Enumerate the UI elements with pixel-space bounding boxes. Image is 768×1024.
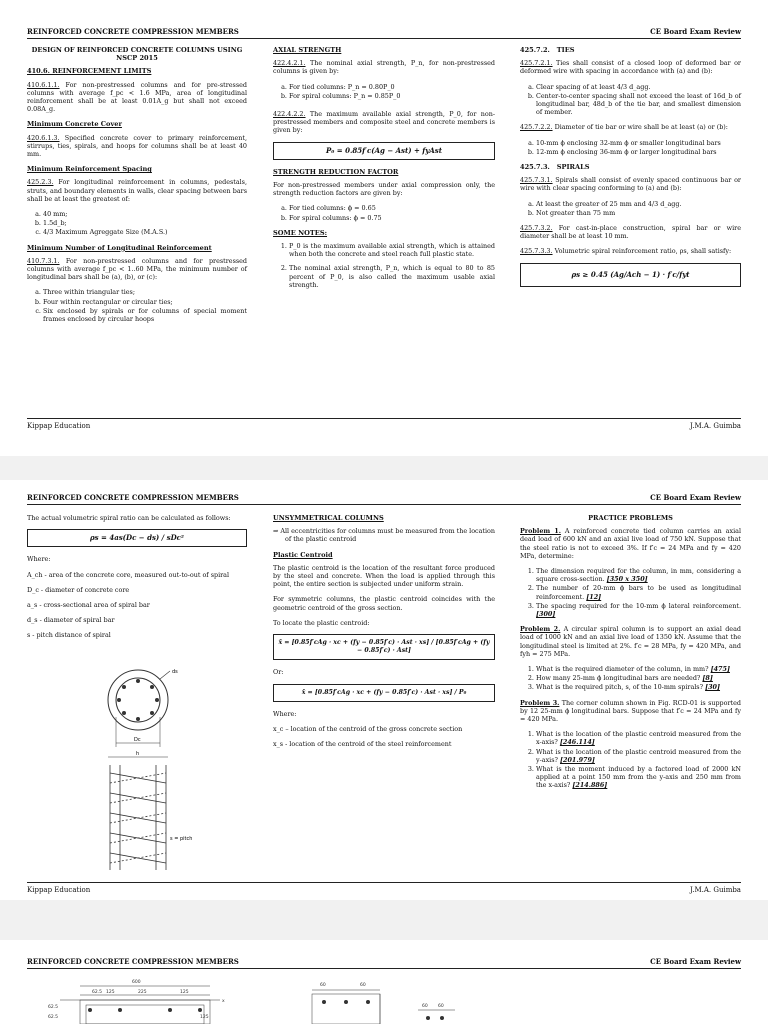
footer-left: Kippap Education xyxy=(27,422,91,430)
problem-text: A reinforced concrete tied column carries an axial dead load of 600 kN and an axial live load of 750 kN. Suppose that the steel ratio is not to exceed 3%. If f′c = 24 MPa and fy = 420 MPa, determine: xyxy=(520,527,741,560)
page1-column-1 xyxy=(27,46,247,330)
dim-label: 600 xyxy=(132,980,141,985)
clause-text: For longitudinal reinforcement in columns, pedestals, struts, and boundary elements in walls, clear spacing between bars shall be at least the greatest of: xyxy=(27,178,247,203)
header-subtitle: CE Board Exam Review xyxy=(650,493,741,502)
question: What is the required diameter of the column, in mm? xyxy=(536,665,709,674)
list xyxy=(520,139,741,156)
page2-column-1 xyxy=(27,514,247,647)
list-item xyxy=(536,567,741,583)
answer: [201.979] xyxy=(559,755,595,764)
answer: [8] xyxy=(702,674,713,683)
problem-text: A circular spiral column is to support an axial dead load of 1000 kN and an axial live load of 1350 kN. Assume that the longitudinal steel is limited at 2%. f′c = 28 MPa, fy = 420 MPa, and fyh = 275 MPa. xyxy=(520,625,741,658)
clause-ref: 422.4.2.1. xyxy=(273,59,306,68)
definition: A_ch - area of the concrete core, measured out-to-out of spiral xyxy=(27,570,230,579)
clause-text: Volumetric spiral reinforcement ratio, ρs, shall satisfy: xyxy=(554,247,732,256)
problem-label: Problem 3. xyxy=(520,698,560,707)
list xyxy=(520,730,741,789)
question: The spacing required for the 10-mm ϕ lateral reinforcement. xyxy=(536,601,741,610)
paragraph: To locate the plastic centroid: xyxy=(273,618,370,627)
clause-text: Diameter of tie bar or wire shall be at least (a) or (b): xyxy=(554,123,728,132)
list-item: a. 10-mm ϕ enclosing 32-mm ϕ or smaller longitudinal bars xyxy=(536,139,741,147)
ds-label: ds xyxy=(172,669,178,675)
dim-label: 125 xyxy=(106,990,115,995)
list-item xyxy=(536,748,741,764)
dim-label: 125 xyxy=(200,1015,209,1020)
paragraph xyxy=(273,59,495,75)
clause-text: Ties shall consist of a closed loop of deformed bar or deformed wire with spacing in accordance with (a) and (b): xyxy=(520,59,741,76)
clause-ref: 425.7.3.2. xyxy=(520,224,553,233)
question: What is the location of the plastic centroid measured from the y-axis? xyxy=(536,747,741,764)
paragraph xyxy=(273,110,495,135)
definition: s - pitch distance of spiral xyxy=(27,631,111,640)
list xyxy=(273,204,495,221)
pitch-label: s = pitch xyxy=(170,836,193,842)
list-item xyxy=(536,683,741,691)
paragraph: ⇒ All eccentricities for columns must be measured from the location of the plastic centroid xyxy=(273,527,496,544)
page-header xyxy=(27,956,741,969)
header-subtitle: CE Board Exam Review xyxy=(650,957,741,966)
header-title: REINFORCED CONCRETE COMPRESSION MEMBERS xyxy=(27,957,239,966)
problem-label: Problem 1. xyxy=(520,527,561,536)
clause-text: For non-prestressed columns and for pre-stressed columns with average f_pc < 1.6 MPa, area of longitudinal reinforcement shall be at least 0.01A_g but shall not exceed 0.08A_g. xyxy=(27,80,247,114)
list xyxy=(520,200,741,217)
list-item: b. 1.5d_b; xyxy=(43,219,247,227)
section-heading: PRACTICE PROBLEMS xyxy=(588,514,673,522)
formula-box: ρs = 4as(Dc − ds) / sDc² xyxy=(27,529,247,547)
section-heading: SOME NOTES: xyxy=(273,228,328,237)
definition: d_s - diameter of spiral bar xyxy=(27,616,115,625)
footer-right: J.M.A. Guimba xyxy=(689,422,741,430)
answer: [246.114] xyxy=(559,738,595,747)
answer: [12] xyxy=(586,592,602,601)
answer: [30] xyxy=(705,683,721,692)
clause-text: Specified concrete cover to primary reinforcement, stirrups, ties, spirals, and hoops for columns shall be at least 40 mm. xyxy=(27,133,247,159)
dim-label: 62.5 xyxy=(48,1005,59,1010)
column-section-figure-left xyxy=(40,978,240,1024)
list-item: b. Not greater than 75 mm xyxy=(536,209,741,217)
list xyxy=(27,288,247,323)
formula-box: ρs ≥ 0.45 (Ag/Ach − 1) · f′c/fyt xyxy=(520,263,741,287)
paragraph xyxy=(520,247,741,255)
page-gap xyxy=(0,456,768,480)
dim-label: 225 xyxy=(138,990,147,995)
page-3 xyxy=(0,940,768,1024)
section-heading: 410.6. REINFORCEMENT LIMITS xyxy=(27,67,152,76)
paragraph: The plastic centroid is the location of the resultant force produced by the steel and concrete. When the load is applied through this point, the entire section is subjected under uniform strain. xyxy=(273,563,495,589)
dc-label: Dc xyxy=(134,737,141,743)
section-heading: Minimum Reinforcement Spacing xyxy=(27,165,152,174)
clause-ref: 425.7.3.3. xyxy=(520,247,553,256)
clause-ref: 425.7.2.1. xyxy=(520,59,553,68)
definition: x_s - location of the centroid of the steel reinforcement xyxy=(273,740,452,749)
list-item: a. For tied columns: ϕ = 0.65 xyxy=(289,204,495,212)
clause-ref: 425.7.3.1. xyxy=(520,176,553,185)
list xyxy=(520,83,741,117)
clause-ref: 410.7.3.1. xyxy=(27,256,60,265)
list xyxy=(520,665,741,692)
problem-3 xyxy=(520,699,741,724)
list xyxy=(520,567,741,618)
h-label: h xyxy=(136,751,140,757)
section-heading: Plastic Centroid xyxy=(273,550,333,559)
spiral-column-figure xyxy=(90,665,200,875)
header-title: REINFORCED CONCRETE COMPRESSION MEMBERS xyxy=(27,27,239,36)
problem-text: The corner column shown in Fig. RCD-01 is supported by 12 25-mm ϕ longitudinal bars. Suppose that f′c = 24 MPa and fy = 420 MPa. xyxy=(520,698,741,724)
bullet-text: All eccentricities for columns must be measured from the location of the plastic centroid xyxy=(280,527,496,544)
paragraph: For symmetric columns, the plastic centroid coincides with the geometric centroid of the gross section. xyxy=(273,595,495,612)
doc-title: DESIGN OF REINFORCED CONCRETE COLUMNS USING NSCP 2015 xyxy=(31,46,243,63)
question: What is the moment induced by a factored load of 2000 kN applied at a point 150 mm from the y-axis and 250 mm from the x-axis? xyxy=(536,765,741,790)
list-item: 2. The nominal axial strength, P_n, which is equal to 80 to 85 percent of P_0, is also called the maximum usable axial strength. xyxy=(289,264,495,289)
paragraph: The actual volumetric spiral ratio can be calculated as follows: xyxy=(27,514,231,522)
dim-label: 125 xyxy=(180,990,189,995)
problem-1 xyxy=(520,527,741,560)
page-gap xyxy=(0,900,768,940)
list-item xyxy=(536,665,741,673)
formula-box: x̄ = [0.85f′cAg · xc + (fy − 0.85f′c) · Ast · xs] / P₀ xyxy=(273,684,495,702)
definition: a_s - cross-sectional area of spiral bar xyxy=(27,601,150,610)
section-title: TIES xyxy=(556,46,575,54)
clause-ref: 425.7.2.2. xyxy=(520,123,553,132)
paragraph xyxy=(27,134,247,159)
question: What is the required pitch, s, of the 10-mm spirals? xyxy=(536,683,704,692)
definition: x_c – location of the centroid of the gross concrete section xyxy=(273,725,463,734)
clause-ref: 410.6.1.1. xyxy=(27,80,60,89)
paragraph xyxy=(520,176,741,192)
dim-label: 60 xyxy=(422,1004,428,1009)
axis-label: x xyxy=(222,999,225,1004)
clause-ref: 420.6.1.3. xyxy=(27,133,60,142)
list-item: b. Center-to-center spacing shall not exceed the least of 16d_b of longitudinal bar, 48d_b of the tie bar, and smallest dimension of member. xyxy=(536,92,741,117)
list-item: c. Six enclosed by spirals or for columns of special moment frames enclosed by circular hoops xyxy=(43,307,247,323)
list-item: b. 12-mm ϕ enclosing 36-mm ϕ or larger longitudinal bars xyxy=(536,148,741,156)
section-heading: Minimum Number of Longitudinal Reinforcement xyxy=(27,243,212,252)
dim-label: 60 xyxy=(438,1004,444,1009)
page-2 xyxy=(0,480,768,900)
column-section-figure-right xyxy=(290,980,470,1024)
list-item: 1. P_0 is the maximum available axial strength, which is attained when both the concrete and steel reach full plastic state. xyxy=(289,242,495,258)
dim-label: 62.5 xyxy=(92,990,103,995)
section-heading: AXIAL STRENGTH xyxy=(273,46,342,54)
answer: [300] xyxy=(536,610,556,619)
list-item xyxy=(536,602,741,618)
answer: [475] xyxy=(710,665,730,674)
list-item: a. Three within triangular ties; xyxy=(43,288,247,296)
paragraph: Where: xyxy=(27,555,51,564)
footer-left: Kippap Education xyxy=(27,886,91,894)
page-header xyxy=(27,26,741,39)
clause-ref: 425.2.3. xyxy=(27,178,54,187)
list-item: a. At least the greater of 25 mm and 4/3 d_agg. xyxy=(536,200,741,208)
list-item xyxy=(536,674,741,682)
clause-text: The maximum available axial strength, P_0, for non-prestressed members and composite steel and concrete members is given by: xyxy=(273,110,495,135)
section-heading: Minimum Concrete Cover xyxy=(27,120,122,129)
list-item xyxy=(536,765,741,790)
clause-text: Spirals shall consist of evenly spaced continuous bar or wire with clear spacing conforming to (a) and (b): xyxy=(520,176,741,193)
list-item: a. For tied columns: P_n = 0.80P_0 xyxy=(289,83,495,91)
header-subtitle: CE Board Exam Review xyxy=(650,27,741,36)
formula-box: P₀ = 0.85f′c(Ag − Ast) + fyAst xyxy=(273,142,495,160)
formula-box: x̄ = [0.85f′cAg · xc + (fy − 0.85f′c) · Ast · xs] / [0.85f′cAg + (fy − 0.85f′c) · Ast] xyxy=(273,634,495,660)
section-heading: STRENGTH REDUCTION FACTOR xyxy=(273,167,399,176)
clause-text: For cast-in-place construction, spiral bar or wire diameter shall be at least 10 mm. xyxy=(520,224,741,241)
paragraph: For non-prestressed members under axial compression only, the strength reduction factors are given by: xyxy=(273,181,495,198)
question: What is the location of the plastic centroid measured from the x-axis? xyxy=(536,730,741,747)
page1-column-3 xyxy=(520,46,741,295)
paragraph xyxy=(520,123,741,131)
list-item: a. 40 mm; xyxy=(43,210,247,218)
section-number: 425.7.2. xyxy=(520,46,550,54)
page2-column-2 xyxy=(273,514,495,755)
clause-text: The nominal axial strength, P_n, for non-prestressed columns is given by: xyxy=(273,59,495,76)
footer-right: J.M.A. Guimba xyxy=(689,886,741,894)
paragraph xyxy=(27,81,247,114)
page-header xyxy=(27,492,741,505)
section-heading xyxy=(520,163,741,171)
dim-label: 62.5 xyxy=(48,1015,59,1020)
problem-2 xyxy=(520,625,741,658)
question: The number of 20-mm ϕ bars to be used as longitudinal reinforcement. xyxy=(536,584,741,601)
dim-label: 60 xyxy=(360,983,366,988)
header-title: REINFORCED CONCRETE COMPRESSION MEMBERS xyxy=(27,493,239,502)
paragraph: Where: xyxy=(273,709,297,718)
definition: D_c - diameter of concrete core xyxy=(27,585,130,594)
section-heading: UNSYMMETRICAL COLUMNS xyxy=(273,514,384,522)
section-heading xyxy=(520,46,741,54)
list xyxy=(273,242,495,289)
list xyxy=(27,210,247,237)
section-title: SPIRALS xyxy=(556,163,590,172)
page-1 xyxy=(0,0,768,456)
list-item: b. For spiral columns: P_n = 0.85P_0 xyxy=(289,92,495,100)
page1-column-2 xyxy=(273,46,495,296)
list-item xyxy=(536,730,741,746)
page-footer xyxy=(27,418,741,430)
list-item: c. 4/3 Maximum Agreggate Size (M.A.S.) xyxy=(43,228,247,236)
clause-text: For non-prestressed columns and for prestressed columns with average f_pc < 1..60 MPa, the minimum number of longitudinal bars shall be (a), (b), or (c): xyxy=(27,256,247,282)
section-number: 425.7.3. xyxy=(520,163,550,172)
answer: [214.886] xyxy=(572,781,608,790)
clause-ref: 422.4.2.2. xyxy=(273,110,306,119)
paragraph xyxy=(27,178,247,203)
list xyxy=(273,83,495,100)
question: The dimension required for the column, in mm, considering a square cross-section. xyxy=(536,567,741,584)
page-footer xyxy=(27,882,741,894)
paragraph xyxy=(520,224,741,240)
list-item: a. Clear spacing of at least 4/3 d_agg. xyxy=(536,83,741,91)
dim-label: 60 xyxy=(320,983,326,988)
question: How many 25-mm ϕ longitudinal bars are needed? xyxy=(536,674,701,683)
list-item: b. Four within rectangular or circular ties; xyxy=(43,298,247,306)
list-item: b. For spiral columns: ϕ = 0.75 xyxy=(289,214,495,222)
paragraph xyxy=(27,257,247,282)
paragraph: Or: xyxy=(273,668,284,677)
problem-label: Problem 2. xyxy=(520,625,561,634)
page2-column-3 xyxy=(520,514,741,797)
answer: [350 x 350] xyxy=(606,575,648,584)
list-item xyxy=(536,584,741,600)
paragraph xyxy=(520,59,741,75)
